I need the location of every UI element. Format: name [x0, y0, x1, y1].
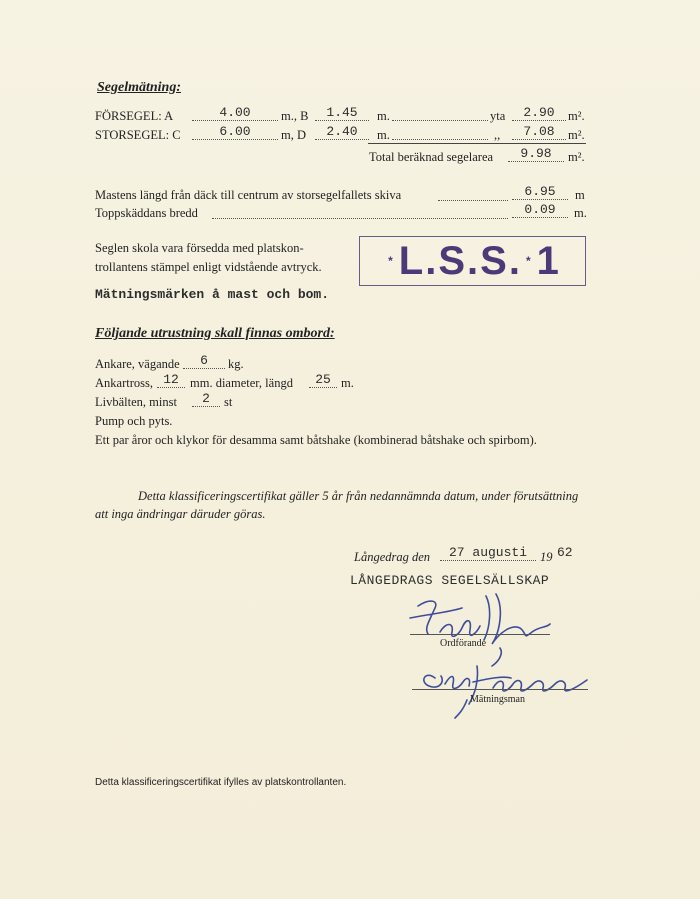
- signing-place: Långedrag den: [354, 550, 431, 564]
- club-name: LÅNGEDRAGS SEGELSÄLLSKAP: [350, 573, 550, 588]
- tross-unit: m.: [341, 376, 354, 390]
- forsegel-m-b: m., B: [281, 109, 309, 123]
- tross-diam-value: 12: [157, 372, 185, 388]
- storsegel-area-value: 7.08: [512, 124, 566, 140]
- lss-stamp-imprint: [359, 236, 586, 286]
- forsegel-b-value: 1.45: [315, 105, 369, 121]
- total-m2: m².: [568, 150, 585, 164]
- mast-length-value: 6.95: [512, 184, 568, 200]
- forsegel-label: FÖRSEGEL: A: [95, 109, 174, 123]
- measurer-signature: [415, 660, 605, 720]
- oars-line: Ett par åror och klykor för desamma samt båtshake (kombinerad båtshake och spirbom).: [95, 433, 537, 447]
- topp-leader-dots: [212, 206, 508, 219]
- livbalten-label: Livbälten, minst: [95, 395, 177, 409]
- topp-value: 0.09: [512, 202, 568, 218]
- signing-date: 27 augusti: [440, 545, 536, 561]
- validity-line2: att inga ändringar däruder göras.: [95, 507, 266, 521]
- tross-label: Ankartross,: [95, 376, 153, 390]
- stamp-text-line2: trollantens stämpel enligt vidstående avtryck.: [95, 260, 322, 274]
- stamp-lss-text: L.S.S.: [398, 238, 522, 283]
- chair-signature: [400, 588, 560, 668]
- mast-length-unit: m: [575, 188, 585, 202]
- footer-note: Detta klassificeringscertifikat ifylles av platskontrollanten.: [95, 777, 347, 788]
- sail-heading: Segelmätning:: [97, 80, 182, 95]
- stamp-text-line1: Seglen skola vara försedda med platskon-: [95, 241, 304, 255]
- validity-line1: Detta klassificeringscertifikat gäller 5 år från nedannämnda datum, under förutsättning: [138, 489, 579, 503]
- stamp-number: 1: [536, 238, 561, 283]
- storsegel-label: STORSEGEL: C: [95, 128, 181, 142]
- livbalten-value: 2: [192, 391, 220, 407]
- forsegel-m: m.: [377, 109, 390, 123]
- mast-length-label: Mastens längd från däck till centrum av storsegelfallets skiva: [95, 188, 402, 202]
- storsegel-leader-dots: [392, 127, 488, 140]
- tross-mid: mm. diameter, längd: [190, 376, 293, 390]
- total-rule: [368, 143, 586, 144]
- chair-rule: [410, 634, 550, 635]
- storsegel-ditto: ,,: [494, 128, 501, 142]
- forsegel-leader-dots: [392, 108, 488, 121]
- signing-year-prefix: 19: [540, 550, 553, 564]
- ankare-unit: kg.: [228, 357, 244, 371]
- tross-length-value: 25: [309, 372, 337, 388]
- measurer-rule: [412, 689, 588, 690]
- forsegel-yta: yta: [490, 109, 506, 123]
- topp-unit: m.: [574, 206, 587, 220]
- storsegel-m-d: m, D: [281, 128, 306, 142]
- stamp-star-right: *: [525, 254, 533, 268]
- storsegel-c-value: 6.00: [192, 124, 278, 140]
- equipment-heading: Följande utrustning skall finnas ombord:: [95, 326, 335, 341]
- measurer-title: Mätningsman: [470, 694, 525, 705]
- storsegel-m2: m².: [568, 128, 585, 142]
- ankare-label: Ankare, vägande: [95, 357, 180, 371]
- ankare-value: 6: [183, 353, 225, 369]
- total-label: Total beräknad segelarea: [369, 150, 494, 164]
- forsegel-a-value: 4.00: [192, 105, 278, 121]
- marks-note: Mätningsmärken å mast och bom.: [95, 287, 330, 302]
- total-area-value: 9.98: [508, 146, 564, 162]
- storsegel-m: m.: [377, 128, 390, 142]
- stamp-star-left: *: [388, 254, 395, 268]
- mast-leader-dots: [438, 188, 508, 201]
- forsegel-area-value: 2.90: [512, 105, 566, 121]
- livbalten-unit: st: [224, 395, 233, 409]
- forsegel-m2: m².: [568, 109, 585, 123]
- chair-title: Ordförande: [440, 638, 487, 649]
- topp-label: Toppskäddans bredd: [95, 206, 198, 220]
- storsegel-d-value: 2.40: [315, 124, 369, 140]
- pump-line: Pump och pyts.: [95, 414, 173, 428]
- signing-year-suffix: 62: [557, 545, 573, 560]
